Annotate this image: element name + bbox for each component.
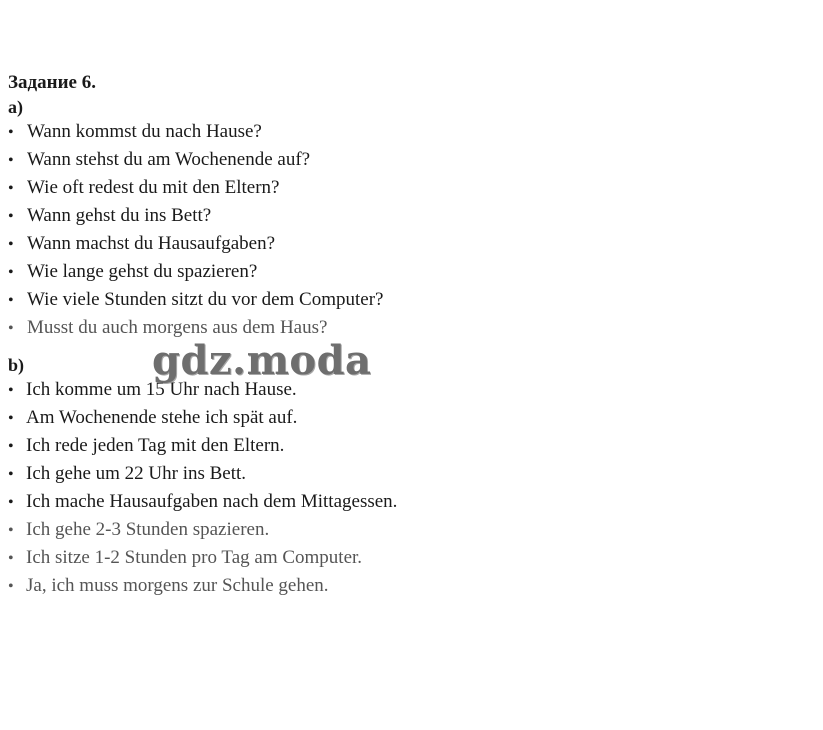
list-item: • Wann gehst du ins Bett?: [8, 202, 808, 230]
bullet-icon: •: [8, 550, 14, 567]
bullet-icon: •: [8, 208, 14, 225]
watermark: gdz.moda: [152, 337, 372, 384]
bullet-icon: •: [8, 236, 14, 253]
bullet-icon: •: [8, 264, 14, 281]
answer-list: [8, 376, 808, 600]
list-item: • Ich mache Hausaufgaben nach dem Mittagessen.: [8, 488, 808, 516]
section-a-label: a): [8, 97, 23, 117]
bullet-icon: •: [8, 320, 14, 337]
bullet-icon: •: [8, 292, 14, 309]
question-list: [8, 118, 808, 342]
list-item: • Ja, ich muss morgens zur Schule gehen.: [8, 572, 808, 600]
list-item: • Wie lange gehst du spazieren?: [8, 258, 808, 286]
bullet-icon: •: [8, 466, 14, 483]
list-item: • Ich rede jeden Tag mit den Eltern.: [8, 432, 808, 460]
list-item: • Ich sitze 1-2 Stunden pro Tag am Computer.: [8, 544, 808, 572]
bullet-icon: •: [8, 180, 14, 197]
list-item: • Am Wochenende stehe ich spät auf.: [8, 404, 808, 432]
list-item: • Musst du auch morgens aus dem Haus?: [8, 314, 808, 342]
bullet-icon: •: [8, 382, 14, 399]
list-item: • Wie viele Stunden sitzt du vor dem Computer?: [8, 286, 808, 314]
list-item: • Ich gehe um 22 Uhr ins Bett.: [8, 460, 808, 488]
section-b-label: b): [8, 355, 25, 375]
bullet-icon: •: [8, 152, 14, 169]
list-item: • Wann kommst du nach Hause?: [8, 118, 808, 146]
list-item: • Ich komme um 15 Uhr nach Hause.: [8, 376, 808, 404]
bullet-icon: •: [8, 522, 14, 539]
bullet-icon: •: [8, 494, 14, 511]
bullet-icon: •: [8, 438, 14, 455]
bullet-icon: •: [8, 124, 14, 141]
bullet-icon: •: [8, 410, 14, 427]
list-item: • Wie oft redest du mit den Eltern?: [8, 174, 808, 202]
task-title: Задание 6.: [8, 72, 96, 93]
section-a: [8, 96, 808, 342]
section-b: [8, 354, 808, 600]
list-item: • Ich gehe 2-3 Stunden spazieren.: [8, 516, 808, 544]
document: [8, 70, 808, 600]
bullet-icon: •: [8, 578, 14, 595]
list-item: • Wann machst du Hausaufgaben?: [8, 230, 808, 258]
list-item: • Wann stehst du am Wochenende auf?: [8, 146, 808, 174]
